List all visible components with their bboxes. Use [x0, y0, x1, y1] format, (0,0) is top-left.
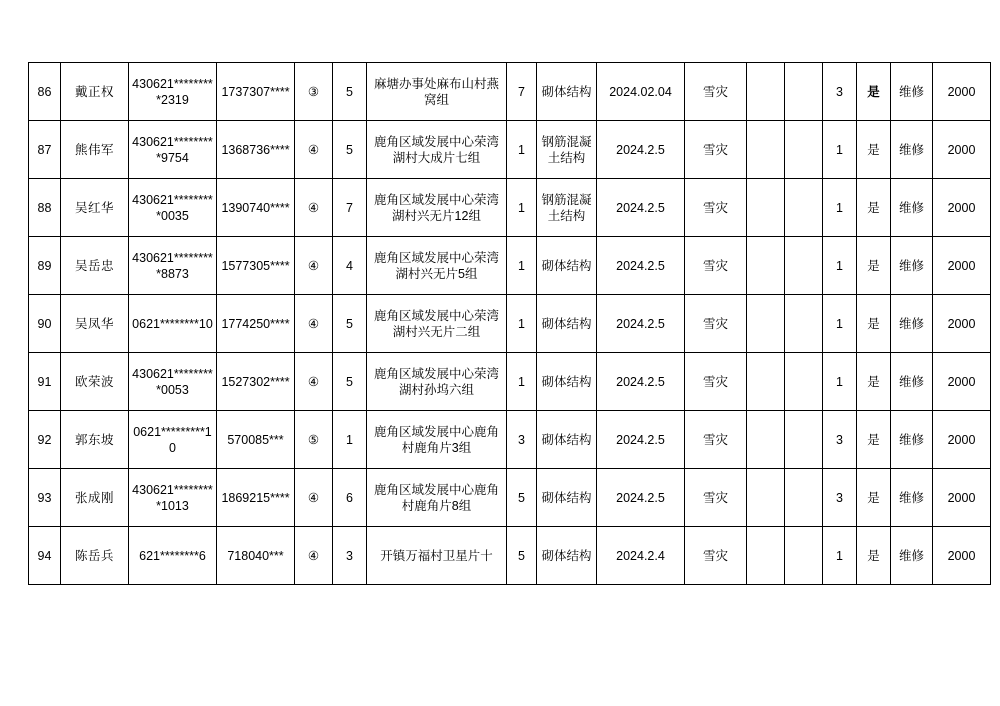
row-phone: 1368736**** — [217, 121, 295, 179]
row-blank-2 — [785, 527, 823, 585]
row-action: 维修 — [891, 237, 933, 295]
row-amount: 2000 — [933, 63, 991, 121]
row-confirmed: 是 — [857, 63, 891, 121]
row-type: ④ — [295, 179, 333, 237]
table-row — [29, 527, 991, 585]
table-row — [29, 469, 991, 527]
row-blank-1 — [747, 295, 785, 353]
row-type: ④ — [295, 121, 333, 179]
row-blank-1 — [747, 179, 785, 237]
row-blank-1 — [747, 237, 785, 295]
row-amount: 2000 — [933, 179, 991, 237]
row-id-number: 430621*********0035 — [129, 179, 217, 237]
row-degree: 3 — [823, 63, 857, 121]
row-action: 维修 — [891, 527, 933, 585]
row-name: 陈岳兵 — [61, 527, 129, 585]
table-row — [29, 237, 991, 295]
row-phone: 1737307**** — [217, 63, 295, 121]
row-id-number: 430621*********2319 — [129, 63, 217, 121]
row-blank-2 — [785, 237, 823, 295]
table-row — [29, 295, 991, 353]
row-degree: 1 — [823, 527, 857, 585]
row-people-count: 1 — [333, 411, 367, 469]
row-date: 2024.2.5 — [597, 121, 685, 179]
row-index: 91 — [29, 353, 61, 411]
row-structure: 砌体结构 — [537, 411, 597, 469]
row-name: 吴凤华 — [61, 295, 129, 353]
row-people-count: 5 — [333, 353, 367, 411]
row-date: 2024.02.04 — [597, 63, 685, 121]
row-phone: 570085*** — [217, 411, 295, 469]
row-index: 89 — [29, 237, 61, 295]
row-blank-2 — [785, 63, 823, 121]
row-structure: 砌体结构 — [537, 295, 597, 353]
row-blank-2 — [785, 411, 823, 469]
row-house-count: 3 — [507, 411, 537, 469]
row-confirmed: 是 — [857, 121, 891, 179]
row-degree: 1 — [823, 353, 857, 411]
row-degree: 1 — [823, 121, 857, 179]
row-house-count: 5 — [507, 527, 537, 585]
row-amount: 2000 — [933, 469, 991, 527]
row-disaster-type: 雪灾 — [685, 63, 747, 121]
row-disaster-type: 雪灾 — [685, 527, 747, 585]
row-degree: 1 — [823, 295, 857, 353]
row-amount: 2000 — [933, 237, 991, 295]
row-blank-2 — [785, 469, 823, 527]
row-address: 鹿角区域发展中心荣湾湖村大成片七组 — [367, 121, 507, 179]
row-address: 鹿角区域发展中心荣湾湖村兴无片二组 — [367, 295, 507, 353]
row-id-number: 430621*********9754 — [129, 121, 217, 179]
row-people-count: 5 — [333, 63, 367, 121]
row-name: 戴正权 — [61, 63, 129, 121]
row-structure: 砌体结构 — [537, 353, 597, 411]
row-confirmed: 是 — [857, 469, 891, 527]
row-index: 93 — [29, 469, 61, 527]
row-structure: 钢筋混凝土结构 — [537, 121, 597, 179]
row-type: ④ — [295, 295, 333, 353]
table-row — [29, 411, 991, 469]
row-address: 鹿角区域发展中心鹿角村鹿角片3组 — [367, 411, 507, 469]
table-row — [29, 63, 991, 121]
row-confirmed: 是 — [857, 353, 891, 411]
row-house-count: 1 — [507, 295, 537, 353]
row-blank-2 — [785, 179, 823, 237]
row-people-count: 3 — [333, 527, 367, 585]
row-type: ④ — [295, 353, 333, 411]
row-degree: 1 — [823, 237, 857, 295]
row-phone: 1869215**** — [217, 469, 295, 527]
row-phone: 1390740**** — [217, 179, 295, 237]
row-action: 维修 — [891, 179, 933, 237]
row-people-count: 5 — [333, 121, 367, 179]
table-row — [29, 179, 991, 237]
row-blank-1 — [747, 121, 785, 179]
row-name: 郭东坡 — [61, 411, 129, 469]
row-blank-1 — [747, 527, 785, 585]
row-structure: 砌体结构 — [537, 63, 597, 121]
row-amount: 2000 — [933, 527, 991, 585]
row-degree: 1 — [823, 179, 857, 237]
row-people-count: 5 — [333, 295, 367, 353]
row-blank-1 — [747, 63, 785, 121]
row-blank-1 — [747, 469, 785, 527]
row-address: 鹿角区域发展中心鹿角村鹿角片8组 — [367, 469, 507, 527]
row-index: 94 — [29, 527, 61, 585]
row-type: ③ — [295, 63, 333, 121]
row-structure: 砌体结构 — [537, 469, 597, 527]
row-confirmed: 是 — [857, 237, 891, 295]
row-house-count: 5 — [507, 469, 537, 527]
row-id-number: 430621*********8873 — [129, 237, 217, 295]
row-structure: 钢筋混凝土结构 — [537, 179, 597, 237]
table-body — [29, 63, 991, 585]
row-index: 86 — [29, 63, 61, 121]
row-action: 维修 — [891, 469, 933, 527]
row-people-count: 7 — [333, 179, 367, 237]
row-address: 鹿角区域发展中心荣湾湖村孙坞六组 — [367, 353, 507, 411]
data-table-container — [28, 62, 976, 585]
row-date: 2024.2.5 — [597, 179, 685, 237]
row-address: 鹿角区域发展中心荣湾湖村兴无片5组 — [367, 237, 507, 295]
row-blank-1 — [747, 411, 785, 469]
row-index: 88 — [29, 179, 61, 237]
row-disaster-type: 雪灾 — [685, 121, 747, 179]
row-house-count: 1 — [507, 353, 537, 411]
row-address: 开镇万福村卫星片十 — [367, 527, 507, 585]
row-degree: 3 — [823, 469, 857, 527]
row-amount: 2000 — [933, 353, 991, 411]
row-address: 麻塘办事处麻布山村燕窝组 — [367, 63, 507, 121]
row-confirmed: 是 — [857, 527, 891, 585]
disaster-relief-table — [28, 62, 991, 585]
row-house-count: 1 — [507, 179, 537, 237]
row-date: 2024.2.5 — [597, 353, 685, 411]
row-action: 维修 — [891, 295, 933, 353]
row-name: 张成刚 — [61, 469, 129, 527]
row-date: 2024.2.4 — [597, 527, 685, 585]
row-degree: 3 — [823, 411, 857, 469]
row-type: ⑤ — [295, 411, 333, 469]
row-blank-1 — [747, 353, 785, 411]
row-type: ④ — [295, 527, 333, 585]
row-index: 90 — [29, 295, 61, 353]
row-action: 维修 — [891, 63, 933, 121]
row-action: 维修 — [891, 411, 933, 469]
row-disaster-type: 雪灾 — [685, 411, 747, 469]
row-confirmed: 是 — [857, 411, 891, 469]
row-phone: 1577305**** — [217, 237, 295, 295]
row-blank-2 — [785, 353, 823, 411]
row-date: 2024.2.5 — [597, 295, 685, 353]
row-id-number: 0621*********10 — [129, 411, 217, 469]
row-phone: 1527302**** — [217, 353, 295, 411]
row-people-count: 4 — [333, 237, 367, 295]
row-disaster-type: 雪灾 — [685, 295, 747, 353]
row-name: 欧荣波 — [61, 353, 129, 411]
row-amount: 2000 — [933, 411, 991, 469]
row-house-count: 1 — [507, 121, 537, 179]
row-name: 熊伟军 — [61, 121, 129, 179]
row-blank-2 — [785, 121, 823, 179]
row-date: 2024.2.5 — [597, 237, 685, 295]
row-disaster-type: 雪灾 — [685, 237, 747, 295]
row-house-count: 1 — [507, 237, 537, 295]
row-id-number: 621********6 — [129, 527, 217, 585]
row-index: 87 — [29, 121, 61, 179]
row-amount: 2000 — [933, 121, 991, 179]
row-blank-2 — [785, 295, 823, 353]
row-structure: 砌体结构 — [537, 237, 597, 295]
row-index: 92 — [29, 411, 61, 469]
table-row — [29, 353, 991, 411]
row-confirmed: 是 — [857, 295, 891, 353]
row-phone: 1774250**** — [217, 295, 295, 353]
row-action: 维修 — [891, 121, 933, 179]
row-name: 吴红华 — [61, 179, 129, 237]
row-people-count: 6 — [333, 469, 367, 527]
row-disaster-type: 雪灾 — [685, 469, 747, 527]
row-structure: 砌体结构 — [537, 527, 597, 585]
row-type: ④ — [295, 237, 333, 295]
row-id-number: 430621*********1013 — [129, 469, 217, 527]
row-name: 吴岳忠 — [61, 237, 129, 295]
row-disaster-type: 雪灾 — [685, 353, 747, 411]
row-house-count: 7 — [507, 63, 537, 121]
row-id-number: 430621*********0053 — [129, 353, 217, 411]
row-id-number: 0621********10 — [129, 295, 217, 353]
row-address: 鹿角区域发展中心荣湾湖村兴无片12组 — [367, 179, 507, 237]
row-action: 维修 — [891, 353, 933, 411]
row-date: 2024.2.5 — [597, 469, 685, 527]
row-phone: 718040*** — [217, 527, 295, 585]
row-confirmed: 是 — [857, 179, 891, 237]
row-disaster-type: 雪灾 — [685, 179, 747, 237]
row-amount: 2000 — [933, 295, 991, 353]
row-date: 2024.2.5 — [597, 411, 685, 469]
row-type: ④ — [295, 469, 333, 527]
table-row — [29, 121, 991, 179]
